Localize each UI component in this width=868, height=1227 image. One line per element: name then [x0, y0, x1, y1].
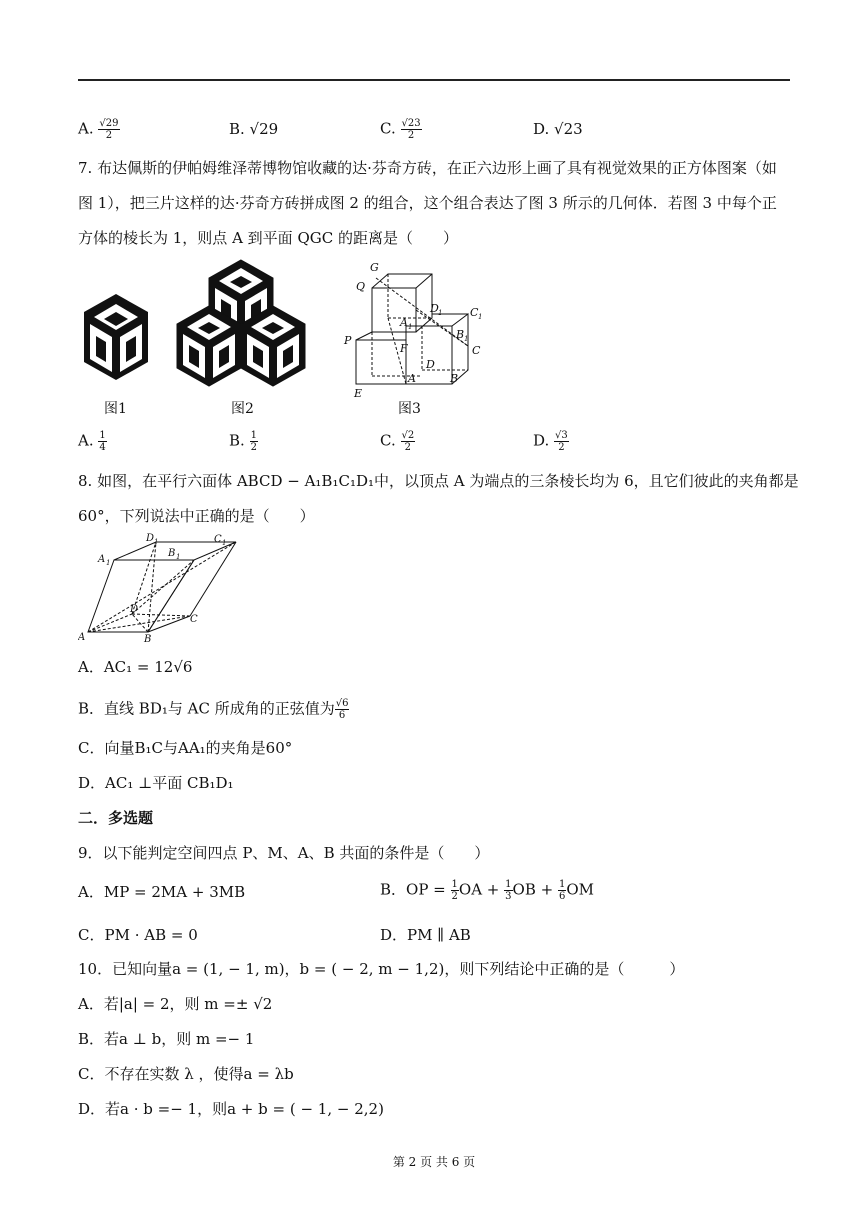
svg-text:D: D — [430, 302, 439, 315]
svg-text:P: P — [344, 334, 352, 347]
svg-text:1: 1 — [154, 538, 159, 546]
svg-text:C: C — [214, 534, 222, 545]
q9-option-d: D．PM ∥ AB — [380, 926, 471, 944]
q9-option-c: C．PM · AB = 0 — [78, 926, 198, 944]
q7-option-b: B. $\frac{1}{2}$ — [229, 430, 257, 453]
q8-option-c: C．向量B₁C与AA₁的夹角是60° — [78, 739, 293, 757]
svg-text:C: C — [472, 344, 481, 357]
q6-option-c: C. $\frac{√23}{2}$ — [380, 118, 421, 141]
svg-text:1: 1 — [464, 335, 469, 343]
figure-3-cube-geometry — [340, 260, 500, 400]
q7-option-a: A. $\frac{1}{4}$ — [78, 430, 106, 453]
figure-2-caption: 图2 — [231, 401, 254, 417]
q9-stem: 9．以下能判定空间四点 P、M、A、B 共面的条件是（ ） — [78, 844, 490, 862]
figure-2-tile-combination — [173, 258, 309, 388]
q7-option-c: C. $\frac{√2}{2}$ — [380, 430, 415, 453]
q10-stem: 10．已知向量a = (1, − 1, m)，b = ( − 2, m − 1,2)，则下列结论中正确的是（ ） — [78, 960, 685, 978]
svg-text:B: B — [450, 372, 459, 385]
q9-option-b: B．OP = $\frac{1}{2}$ OA + $\frac{1}{3}$ OB + $\frac{1}{6}$ OM — [380, 879, 595, 902]
q8-stem-line1: 8. 如图，在平行六面体 ABCD − A₁B₁C₁D₁中，以顶点 A 为端点的三条棱长均为 6，且它们彼此的夹角都是 — [78, 472, 799, 490]
svg-text:C: C — [190, 614, 198, 625]
svg-text:Q: Q — [356, 280, 366, 293]
svg-text:E: E — [354, 387, 363, 400]
svg-text:B: B — [456, 328, 465, 341]
svg-text:1: 1 — [478, 313, 483, 321]
figure-3-caption: 图3 — [398, 401, 421, 417]
svg-text:C: C — [470, 306, 479, 319]
q6-option-a: A. $\frac{√29}{2}$ — [78, 118, 119, 141]
svg-text:A: A — [400, 316, 408, 329]
q6-option-d: D. √23 — [533, 120, 583, 138]
q7-stem-line1: 7. 布达佩斯的伊帕姆维泽蒂博物馆收藏的达·芬奇方砖，在正六边形上画了具有视觉效果的正方体图案（如 — [78, 159, 777, 177]
q7-stem-line3: 方体的棱长为 1，则点 A 到平面 QGC 的距离是（ ） — [78, 229, 458, 247]
q7-stem-line2: 图 1），把三片这样的达·芬奇方砖拼成图 2 的组合，这个组合表达了图 3 所示的几何体．若图 3 中每个正 — [78, 194, 777, 212]
svg-text:1: 1 — [222, 539, 227, 547]
q8-option-b: B．直线 BD₁与 AC 所成角的正弦值为 $\frac{√6}{6}$ — [78, 698, 349, 721]
svg-text:A: A — [408, 372, 416, 385]
svg-text:D: D — [146, 533, 155, 544]
svg-text:B: B — [168, 548, 176, 559]
q6-option-b: B. √29 — [229, 120, 279, 138]
figure-1-caption: 图1 — [104, 401, 127, 417]
svg-text:A: A — [98, 554, 106, 565]
svg-text:1: 1 — [438, 309, 443, 317]
q9-option-a: A．MP = 2MA + 3MB — [78, 883, 246, 901]
page-footer: 第 2 页 共 6 页 — [392, 1155, 476, 1169]
svg-text:F: F — [400, 342, 408, 355]
figure-1-cube-tile — [80, 290, 152, 386]
svg-text:D: D — [426, 358, 435, 371]
q8-parallelepiped-figure — [78, 532, 238, 644]
svg-text:1: 1 — [408, 323, 413, 331]
q8-option-d: D．AC₁ ⊥平面 CB₁D₁ — [78, 774, 234, 792]
svg-text:1: 1 — [176, 553, 181, 561]
q10-option-d: D．若a · b =− 1，则a + b = ( − 1, − 2,2) — [78, 1100, 384, 1118]
svg-text:B: B — [144, 634, 152, 644]
q8-option-a: A．AC₁ = 12√6 — [78, 658, 193, 676]
q10-option-b: B．若a ⊥ b，则 m =− 1 — [78, 1030, 255, 1048]
svg-text:A: A — [78, 632, 86, 643]
q8-stem-line2: 60°，下列说法中正确的是（ ） — [78, 507, 315, 525]
q7-option-d: D. $\frac{√3}{2}$ — [533, 430, 568, 453]
header-rule — [78, 79, 790, 81]
svg-text:1: 1 — [106, 559, 111, 567]
q10-option-a: A．若|a| = 2，则 m =± √2 — [78, 995, 273, 1013]
q10-option-c: C．不存在实数 λ ，使得a = λb — [78, 1065, 294, 1083]
svg-text:D: D — [130, 604, 139, 615]
section-heading-multi-choice: 二．多选题 — [78, 809, 154, 827]
svg-text:G: G — [370, 261, 379, 274]
